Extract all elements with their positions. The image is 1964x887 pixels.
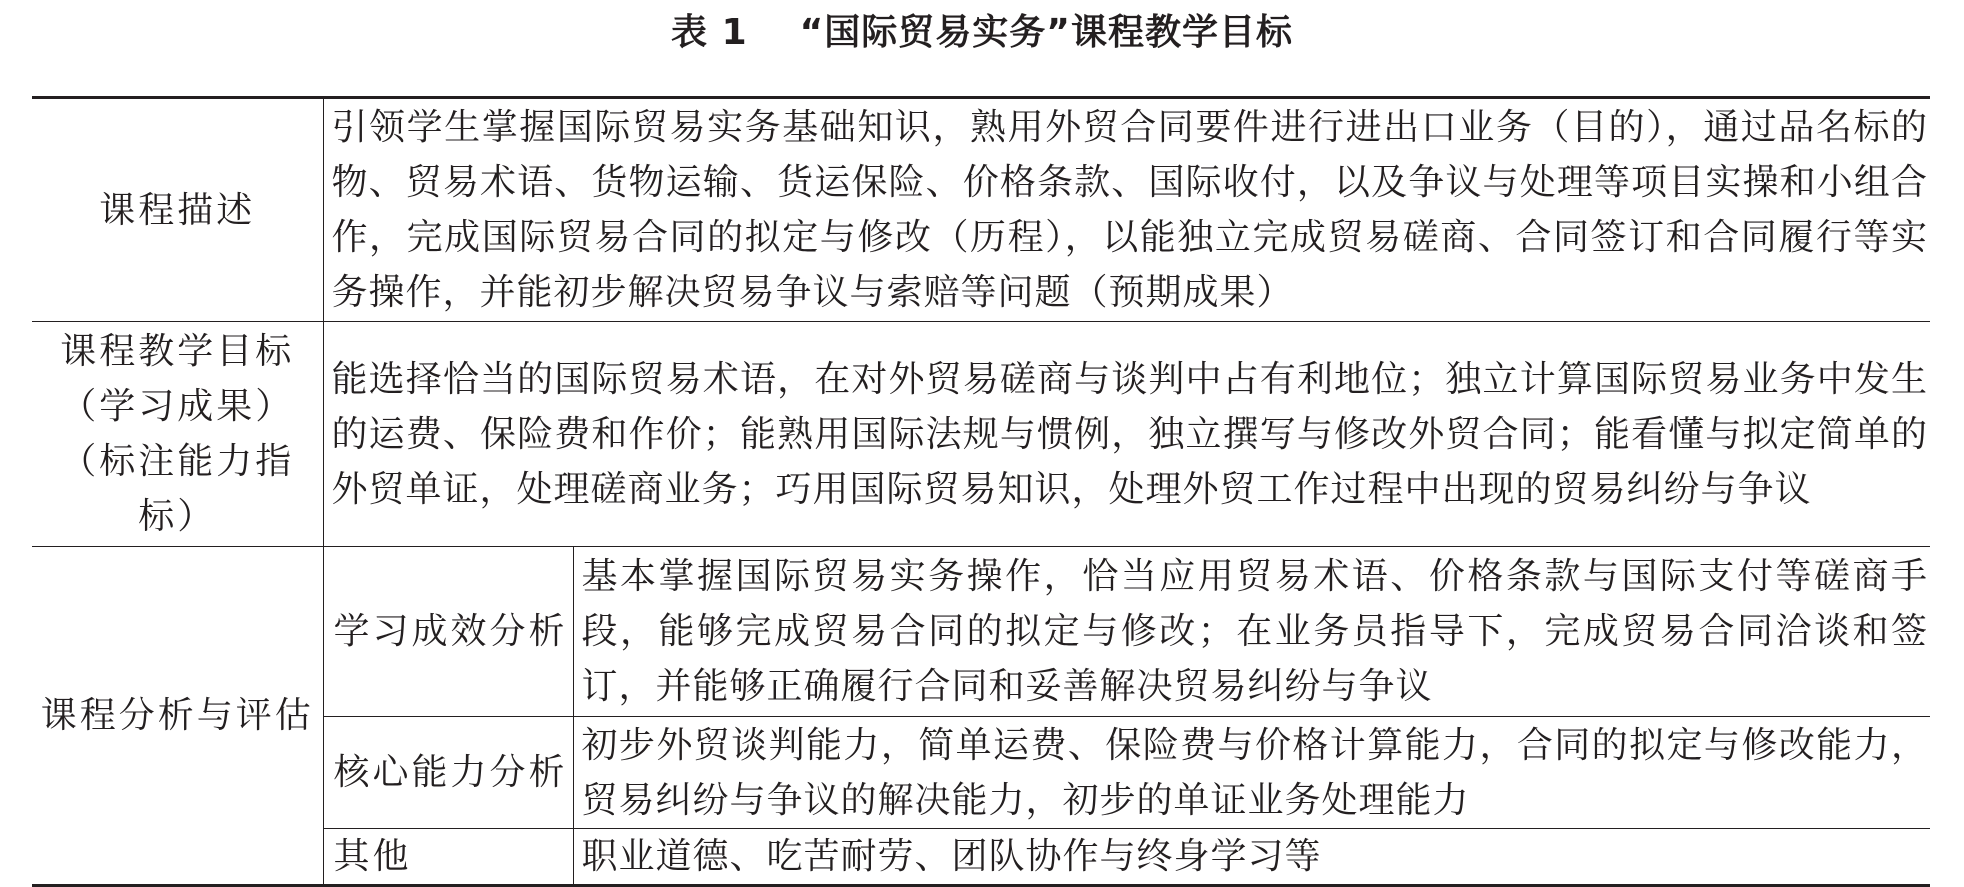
table-row (32, 98, 1930, 322)
teaching-goals-header-line: 课程教学目标 (60, 331, 295, 372)
analysis-sub-content: 基本掌握国际贸易实务操作，恰当应用贸易术语、价格条款与国际支付等磋商手段，能够完成贸易合同的拟定与修改；在业务员指导下，完成贸易合同洽谈和签订，并能够正确履行合同和妥善解决贸易纠纷与争议 (573, 547, 1930, 717)
table-row (32, 322, 1930, 547)
row-header-analysis: 课程分析与评估 (32, 547, 323, 886)
table-number: 表 1 (671, 12, 748, 53)
table-caption (0, 8, 1964, 58)
teaching-goals-header-line: （标注能力指标） (60, 441, 295, 537)
teaching-goals-content: 能选择恰当的国际贸易术语，在对外贸易磋商与谈判中占有利地位；独立计算国际贸易业务中发生的运费、保险费和作价；能熟用国际法规与惯例，独立撰写与修改外贸合同；能看懂与拟定简单的外贸单证，处理磋商业务；巧用国际贸易知识，处理外贸工作过程中出现的贸易纠纷与争议 (323, 322, 1930, 547)
table-title: “国际贸易实务”课程教学目标 (799, 12, 1293, 53)
course-goals-table (32, 96, 1930, 887)
analysis-sub-content: 职业道德、吃苦耐劳、团队协作与终身学习等 (573, 829, 1930, 886)
row-header-course-description: 课程描述 (32, 98, 323, 322)
row-header-teaching-goals (32, 322, 323, 547)
table-row (32, 547, 1930, 717)
teaching-goals-header-line: （学习成果） (60, 386, 295, 427)
analysis-sub-content: 初步外贸谈判能力，简单运费、保险费与价格计算能力，合同的拟定与修改能力，贸易纠纷与争议的解决能力，初步的单证业务处理能力 (573, 717, 1930, 829)
analysis-sub-label: 其他 (323, 829, 573, 886)
analysis-sub-label: 核心能力分析 (323, 717, 573, 829)
course-description-content: 引领学生掌握国际贸易实务基础知识，熟用外贸合同要件进行进出口业务（目的），通过品名标的物、贸易术语、货物运输、货运保险、价格条款、国际收付，以及争议与处理等项目实操和小组合作，完成国际贸易合同的拟定与修改（历程），以能独立完成贸易磋商、合同签订和合同履行等实务操作，并能初步解决贸易争议与索赔等问题（预期成果） (323, 98, 1930, 322)
analysis-sub-label: 学习成效分析 (323, 547, 573, 717)
